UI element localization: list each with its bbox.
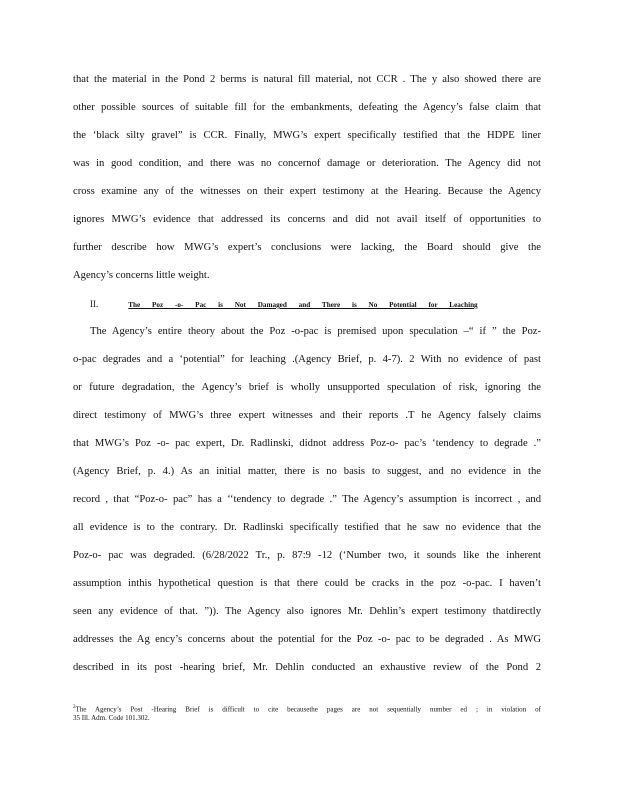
body-line: or future degradation, the Agency’s brief is wholly unsupported speculation of risk, ignoring the (73, 382, 541, 393)
body-line: cross examine any of the witnesses on their expert testimony at the Hearing. Because the Agency (73, 186, 541, 197)
body-line: the ‘black silty gravel” is CCR. Finally, MWG’s expert specifically testified that the HDPE liner (73, 130, 541, 141)
body-line: direct testimony of MWG’s three expert witnesses and their reports .T he Agency falsely claims (73, 410, 541, 421)
body-line: o-pac degrades and a ‘potential” for leaching .(Agency Brief, p. 4-7). 2 With no evidence of past (73, 354, 541, 365)
body-line: record , that “Poz-o- pac” has a ‘‘tendency to degrade .” The Agency’s assumption is incorrect , and (73, 494, 541, 505)
section-title: The Poz -o- Pac is Not Damaged and There is No Potential for Leaching (128, 301, 478, 309)
body-line: addresses the Ag ency’s concerns about the potential for the Poz -o- pac to be degraded . As MWG (73, 634, 541, 645)
body-line: The Agency’s entire theory about the Poz -o-pac is premised upon speculation –“ if ” the Poz- (90, 326, 541, 337)
body-line: ignores MWG’s evidence that addressed its concerns and did not avail itself of opportunities to (73, 214, 541, 225)
body-line: (Agency Brief, p. 4.) As an initial matter, there is no basis to suggest, and no evidence in the (73, 466, 541, 477)
body-line: was in good condition, and there was no concernof damage or deterioration. The Agency did not (73, 158, 541, 169)
body-line: assumption inthis hypothetical question is that there could be cracks in the poz -o-pac. I haven’t (73, 578, 541, 589)
body-line: that MWG’s Poz -o- pac expert, Dr. Radlinski, didnot address Poz-o- pac’s ‘tendency to degrade .” (73, 438, 541, 449)
body-line: Poz-o- pac was degraded. (6/28/2022 Tr., p. 87:9 -12 (‘Number two, it sounds like the inherent (73, 550, 541, 561)
footnote-marker: 2 (73, 705, 76, 710)
section-heading (90, 297, 510, 311)
footnote-text: The Agency’s Post -Hearing Brief is difficult to cite becausethe pages are not sequentially number ed ; in violation of (75, 705, 541, 714)
body-line: seen any evidence of that. ”)). The Agency also ignores Mr. Dehlin’s expert testimony thatdirectly (73, 606, 541, 617)
body-line: all evidence is to the contrary. Dr. Radlinski specifically testified that he saw no evidence that the (73, 522, 541, 533)
section-number: II. (90, 299, 99, 309)
body-line: Agency’s concerns little weight. (73, 270, 210, 281)
body-line: further describe how MWG’s expert’s conclusions were lacking, the Board should give the (73, 242, 541, 253)
footnote-line: 35 Ill. Adm. Code 101.302. (73, 714, 150, 722)
body-line: described in its post -hearing brief, Mr. Dehlin conducted an exhaustive review of the Pond 2 (73, 662, 541, 673)
body-line: that the material in the Pond 2 berms is natural fill material, not CCR . The y also showed there are (73, 74, 541, 85)
body-line: other possible sources of suitable fill for the embankments, defeating the Agency’s false claim that (73, 102, 541, 113)
